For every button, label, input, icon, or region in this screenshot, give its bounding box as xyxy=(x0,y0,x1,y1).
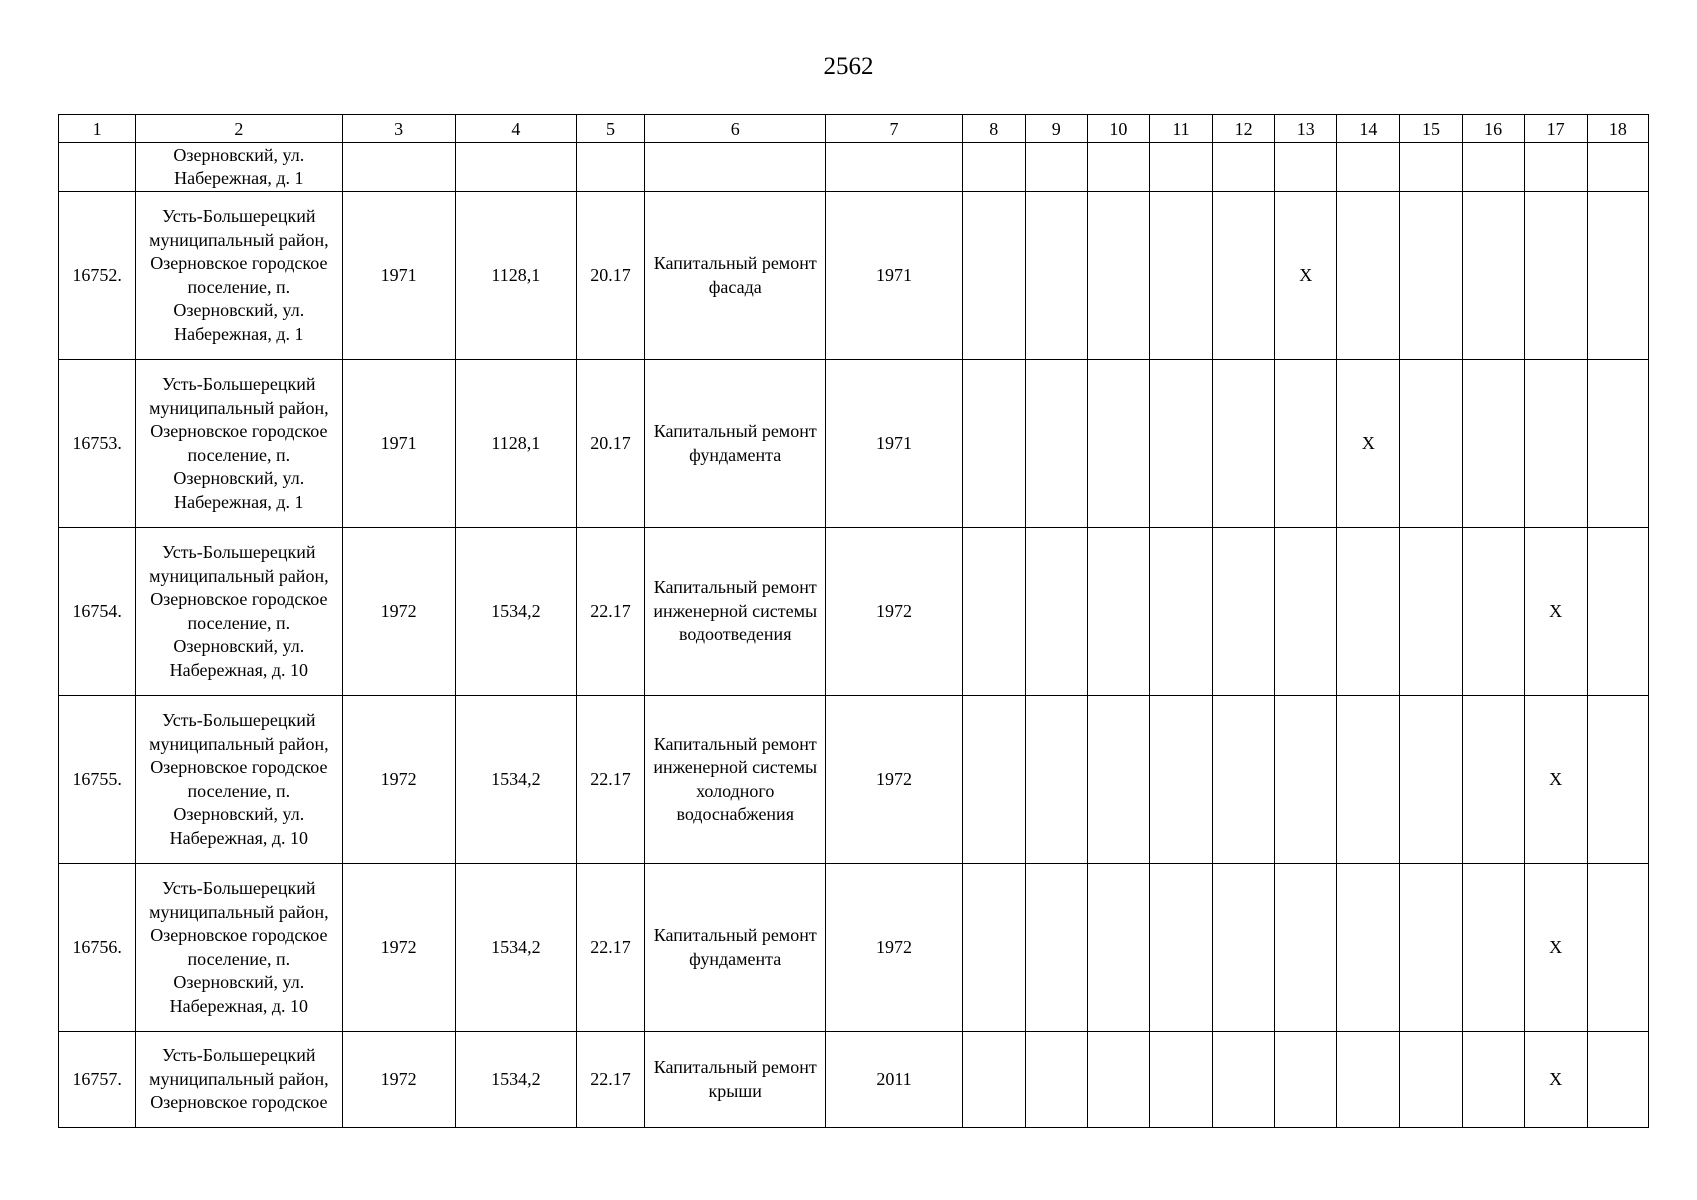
cell-mark-col-14 xyxy=(1337,1032,1400,1128)
cell-area: 1534,2 xyxy=(455,864,576,1032)
cell-empty xyxy=(576,143,644,192)
column-header: 16 xyxy=(1462,115,1524,143)
cell-mark-col-10 xyxy=(1087,528,1149,696)
cell-mark-col-16 xyxy=(1462,696,1524,864)
cell-mark-col-9 xyxy=(1025,192,1087,360)
cell-mark-col-15 xyxy=(1400,192,1462,360)
column-header: 10 xyxy=(1087,115,1149,143)
cell-mark-col-8 xyxy=(962,864,1025,1032)
cell-mark-col-10 xyxy=(1087,864,1149,1032)
cell-mark-col-15 xyxy=(1400,696,1462,864)
cell-empty xyxy=(1337,143,1400,192)
cell-empty xyxy=(1149,143,1212,192)
cell-mark-col-9 xyxy=(1025,864,1087,1032)
cell-mark-col-9 xyxy=(1025,528,1087,696)
cell-work-type: Капитальный ремонт фундамента xyxy=(645,360,826,528)
cell-mark-col-16 xyxy=(1462,360,1524,528)
column-header: 3 xyxy=(342,115,455,143)
cell-mark-col-9 xyxy=(1025,696,1087,864)
cell-address: Усть-Большерецкий муниципальный район, Озерновское городское поселение, п. Озерновский, ул. Набережная, д. 1 xyxy=(136,192,342,360)
cell-mark-col-17 xyxy=(1524,192,1587,360)
column-header: 5 xyxy=(576,115,644,143)
cell-empty xyxy=(1462,143,1524,192)
cell-build-year: 1971 xyxy=(342,360,455,528)
cell-mark-col-16 xyxy=(1462,528,1524,696)
cell-year: 1972 xyxy=(826,528,962,696)
cell-area: 1128,1 xyxy=(455,192,576,360)
cell-mark-col-14 xyxy=(1337,696,1400,864)
cell-address: Усть-Большерецкий муниципальный район, Озерновское городское поселение, п. Озерновский, ул. Набережная, д. 1 xyxy=(136,360,342,528)
cell-number: 16756. xyxy=(59,864,136,1032)
cell-mark-col-11 xyxy=(1149,696,1212,864)
cell-year: 2011 xyxy=(826,1032,962,1128)
cell-empty xyxy=(1213,143,1275,192)
column-header: 7 xyxy=(826,115,962,143)
cell-build-year: 1972 xyxy=(342,864,455,1032)
cell-mark-col-10 xyxy=(1087,360,1149,528)
cell-area: 1534,2 xyxy=(455,528,576,696)
cell-mark-col-13 xyxy=(1275,696,1337,864)
cell-code: 20.17 xyxy=(576,192,644,360)
cell-mark-col-9 xyxy=(1025,360,1087,528)
column-header: 4 xyxy=(455,115,576,143)
cell-address: Усть-Большерецкий муниципальный район, Озерновское городское поселение, п. Озерновский, ул. Набережная, д. 10 xyxy=(136,696,342,864)
cell-mark-col-13 xyxy=(1275,1032,1337,1128)
table-row xyxy=(59,528,1649,696)
column-header: 15 xyxy=(1400,115,1462,143)
column-header: 17 xyxy=(1524,115,1587,143)
cell-empty xyxy=(1275,143,1337,192)
cell-mark-col-17: X xyxy=(1524,528,1587,696)
column-header: 13 xyxy=(1275,115,1337,143)
column-header: 1 xyxy=(59,115,136,143)
cell-mark-col-18 xyxy=(1587,360,1648,528)
cell-work-type: Капитальный ремонт фасада xyxy=(645,192,826,360)
table-row xyxy=(59,1032,1649,1128)
register-table xyxy=(58,114,1649,1128)
cell-number: 16755. xyxy=(59,696,136,864)
table-row xyxy=(59,192,1649,360)
cell-mark-col-15 xyxy=(1400,528,1462,696)
cell-build-year: 1972 xyxy=(342,528,455,696)
cell-area: 1534,2 xyxy=(455,696,576,864)
cell-empty xyxy=(1087,143,1149,192)
cell-mark-col-10 xyxy=(1087,192,1149,360)
cell-mark-col-11 xyxy=(1149,360,1212,528)
cell-mark-col-8 xyxy=(962,192,1025,360)
cell-mark-col-10 xyxy=(1087,1032,1149,1128)
table-row xyxy=(59,696,1649,864)
cell-address: Усть-Большерецкий муниципальный район, Озерновское городское поселение, п. Озерновский, ул. Набережная, д. 10 xyxy=(136,528,342,696)
cell-code: 22.17 xyxy=(576,528,644,696)
cell-number: 16757. xyxy=(59,1032,136,1128)
cell-year: 1972 xyxy=(826,864,962,1032)
cell-mark-col-10 xyxy=(1087,696,1149,864)
cell-empty xyxy=(59,143,136,192)
cell-build-year: 1972 xyxy=(342,696,455,864)
cell-build-year: 1971 xyxy=(342,192,455,360)
cell-mark-col-16 xyxy=(1462,1032,1524,1128)
cell-mark-col-8 xyxy=(962,1032,1025,1128)
column-header: 2 xyxy=(136,115,342,143)
cell-work-type: Капитальный ремонт инженерной системы водоотведения xyxy=(645,528,826,696)
cell-mark-col-8 xyxy=(962,528,1025,696)
cell-mark-col-15 xyxy=(1400,1032,1462,1128)
cell-number: 16753. xyxy=(59,360,136,528)
cell-empty xyxy=(455,143,576,192)
cell-mark-col-11 xyxy=(1149,528,1212,696)
cell-mark-col-13 xyxy=(1275,528,1337,696)
cell-mark-col-17: X xyxy=(1524,696,1587,864)
cell-mark-col-15 xyxy=(1400,864,1462,1032)
cell-mark-col-8 xyxy=(962,696,1025,864)
cell-mark-col-13: X xyxy=(1275,192,1337,360)
cell-empty xyxy=(1524,143,1587,192)
cell-mark-col-12 xyxy=(1213,696,1275,864)
cell-mark-col-12 xyxy=(1213,360,1275,528)
column-header: 18 xyxy=(1587,115,1648,143)
cell-empty xyxy=(342,143,455,192)
cell-mark-col-18 xyxy=(1587,864,1648,1032)
cell-area: 1128,1 xyxy=(455,360,576,528)
column-header: 11 xyxy=(1149,115,1212,143)
cell-mark-col-12 xyxy=(1213,528,1275,696)
cell-mark-col-9 xyxy=(1025,1032,1087,1128)
cell-empty xyxy=(1025,143,1087,192)
cell-mark-col-8 xyxy=(962,360,1025,528)
cell-mark-col-13 xyxy=(1275,864,1337,1032)
cell-empty xyxy=(1587,143,1648,192)
column-header: 6 xyxy=(645,115,826,143)
cell-mark-col-12 xyxy=(1213,864,1275,1032)
cell-mark-col-11 xyxy=(1149,1032,1212,1128)
cell-mark-col-13 xyxy=(1275,360,1337,528)
cell-mark-col-11 xyxy=(1149,192,1212,360)
continuation-row xyxy=(59,143,1649,192)
cell-mark-col-18 xyxy=(1587,192,1648,360)
cell-year: 1971 xyxy=(826,360,962,528)
cell-mark-col-14: X xyxy=(1337,360,1400,528)
cell-code: 22.17 xyxy=(576,864,644,1032)
cell-area: 1534,2 xyxy=(455,1032,576,1128)
cell-work-type: Капитальный ремонт фундамента xyxy=(645,864,826,1032)
cell-work-type: Капитальный ремонт крыши xyxy=(645,1032,826,1128)
cell-number: 16752. xyxy=(59,192,136,360)
cell-year: 1971 xyxy=(826,192,962,360)
cell-empty xyxy=(1400,143,1462,192)
cell-number: 16754. xyxy=(59,528,136,696)
cell-mark-col-11 xyxy=(1149,864,1212,1032)
cell-year: 1972 xyxy=(826,696,962,864)
column-header: 12 xyxy=(1213,115,1275,143)
cell-mark-col-17 xyxy=(1524,360,1587,528)
cell-address: Усть-Большерецкий муниципальный район, Озерновское городское поселение, п. Озерновский, ул. Набережная, д. 10 xyxy=(136,864,342,1032)
cell-code: 20.17 xyxy=(576,360,644,528)
cell-mark-col-17: X xyxy=(1524,864,1587,1032)
cell-mark-col-17: X xyxy=(1524,1032,1587,1128)
cell-mark-col-14 xyxy=(1337,192,1400,360)
cell-code: 22.17 xyxy=(576,696,644,864)
table-row xyxy=(59,864,1649,1032)
cell-empty xyxy=(962,143,1025,192)
cell-mark-col-12 xyxy=(1213,1032,1275,1128)
header-row xyxy=(59,115,1649,143)
cell-mark-col-18 xyxy=(1587,528,1648,696)
cell-work-type: Капитальный ремонт инженерной системы холодного водоснабжения xyxy=(645,696,826,864)
cell-mark-col-14 xyxy=(1337,528,1400,696)
page-number: 2562 xyxy=(823,53,874,80)
table-row xyxy=(59,360,1649,528)
cell-address: Озерновский, ул. Набережная, д. 1 xyxy=(136,143,342,192)
cell-empty xyxy=(645,143,826,192)
column-header: 9 xyxy=(1025,115,1087,143)
cell-empty xyxy=(826,143,962,192)
cell-mark-col-18 xyxy=(1587,696,1648,864)
cell-code: 22.17 xyxy=(576,1032,644,1128)
cell-mark-col-14 xyxy=(1337,864,1400,1032)
cell-mark-col-15 xyxy=(1400,360,1462,528)
column-header: 8 xyxy=(962,115,1025,143)
cell-build-year: 1972 xyxy=(342,1032,455,1128)
cell-mark-col-12 xyxy=(1213,192,1275,360)
cell-mark-col-16 xyxy=(1462,864,1524,1032)
cell-mark-col-16 xyxy=(1462,192,1524,360)
column-header: 14 xyxy=(1337,115,1400,143)
cell-mark-col-18 xyxy=(1587,1032,1648,1128)
cell-address: Усть-Большерецкий муниципальный район, Озерновское городское xyxy=(136,1032,342,1128)
